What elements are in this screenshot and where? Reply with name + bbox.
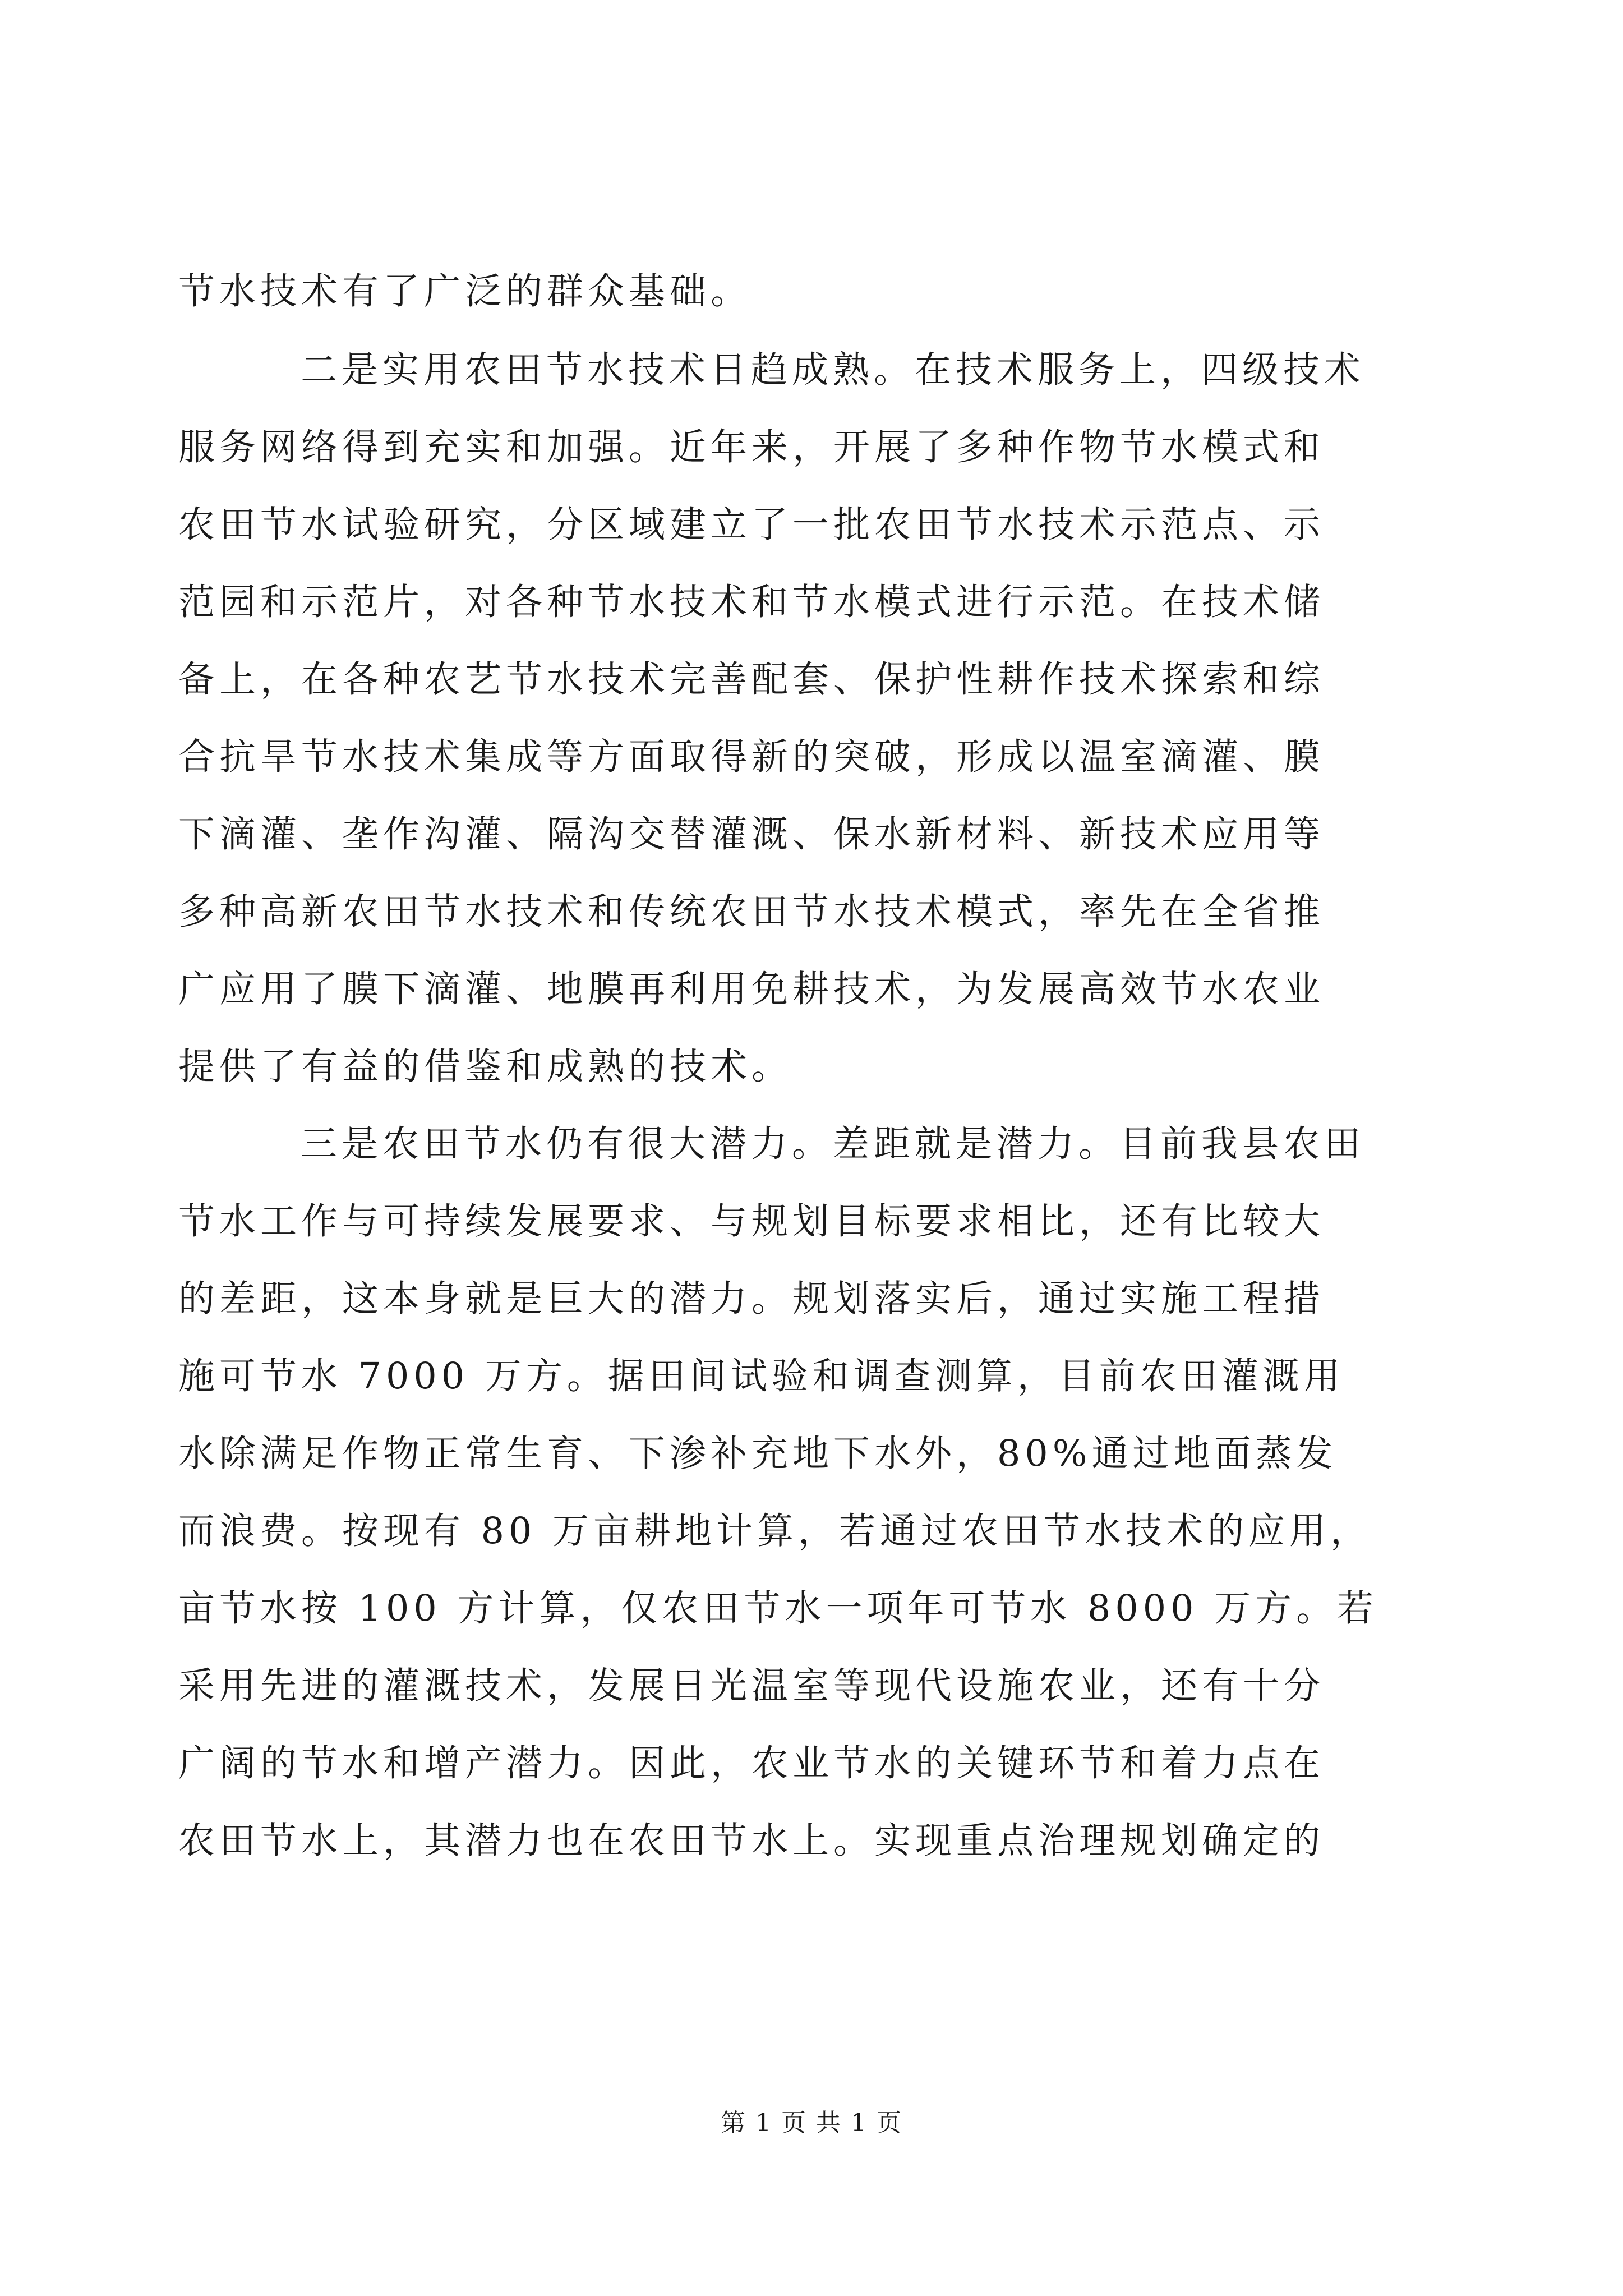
text-line: 农田节水上，其潜力也在农田节水上。实现重点治理规划确定的 bbox=[178, 1820, 1325, 1862]
text-line: 服务网络得到充实和加强。近年来，开展了多种作物节水模式和 bbox=[178, 426, 1325, 468]
text-line: 下滴灌、垄作沟灌、隔沟交替灌溉、保水新材料、新技术应用等 bbox=[178, 813, 1325, 855]
text-line: 提供了有益的借鉴和成熟的技术。 bbox=[178, 1046, 793, 1088]
text-line: 采用先进的灌溉技术，发展日光温室等现代设施农业，还有十分 bbox=[178, 1665, 1325, 1707]
text-line: 广应用了膜下滴灌、地膜再利用免耕技术，为发展高效节水农业 bbox=[178, 968, 1325, 1010]
page-footer: 第 1 页 共 1 页 bbox=[721, 2109, 902, 2137]
text-line: 亩节水按 100 方计算，仅农田节水一项年可节水 8000 万方。若 bbox=[178, 1588, 1378, 1630]
text-line: 广阔的节水和增产潜力。因此，农业节水的关键环节和着力点在 bbox=[178, 1742, 1325, 1784]
text-line: 范园和示范片，对各种节水技术和节水模式进行示范。在技术储 bbox=[178, 581, 1325, 623]
text-line: 多种高新农田节水技术和传统农田节水技术模式，率先在全省推 bbox=[178, 891, 1325, 933]
text-line: 节水工作与可持续发展要求、与规划目标要求相比，还有比较大 bbox=[178, 1200, 1325, 1243]
text-line: 备上，在各种农艺节水技术完善配套、保护性耕作技术探索和综 bbox=[178, 659, 1325, 701]
paragraph-start-line: 三是农田节水仍有很大潜力。差距就是潜力。目前我县农田 bbox=[301, 1123, 1366, 1165]
text-line: 合抗旱节水技术集成等方面取得新的突破，形成以温室滴灌、膜 bbox=[178, 736, 1325, 778]
text-line: 节水技术有了广泛的群众基础。 bbox=[178, 270, 752, 312]
text-line: 而浪费。按现有 80 万亩耕地计算，若通过农田节水技术的应用， bbox=[178, 1510, 1372, 1552]
text-line: 施可节水 7000 万方。据田间试验和调查测算，目前农田灌溉用 bbox=[178, 1355, 1345, 1397]
paragraph-start-line: 二是实用农田节水技术日趋成熟。在技术服务上，四级技术 bbox=[301, 349, 1366, 391]
text-line: 农田节水试验研究，分区域建立了一批农田节水技术示范点、示 bbox=[178, 504, 1325, 546]
text-line: 水除满足作物正常生育、下渗补充地下水外，80%通过地面蒸发 bbox=[178, 1433, 1338, 1475]
text-line: 的差距，这本身就是巨大的潜力。规划落实后，通过实施工程措 bbox=[178, 1278, 1325, 1320]
